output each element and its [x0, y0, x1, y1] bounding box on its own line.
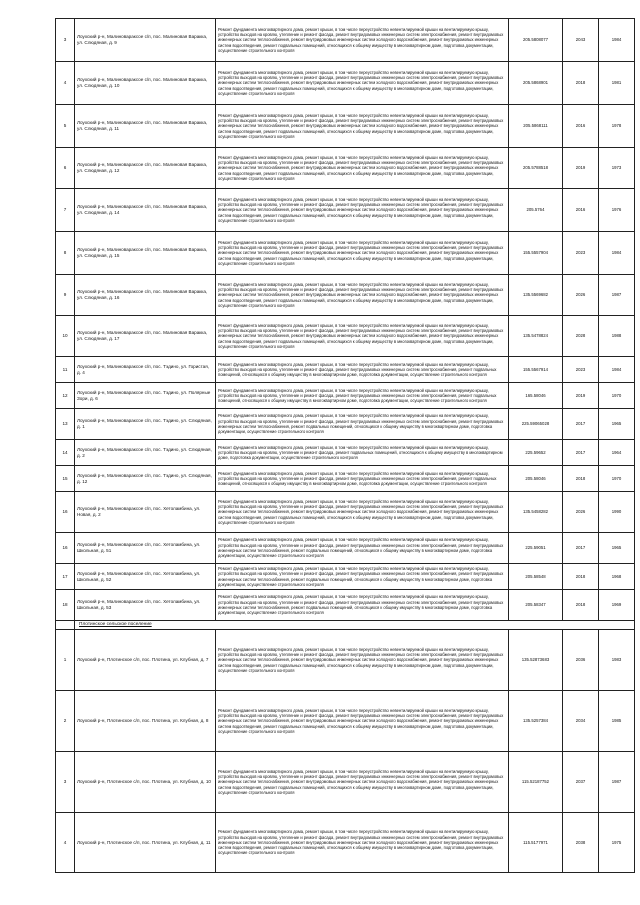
built-year-cell: 1973	[599, 148, 635, 189]
row-number: 10	[56, 316, 75, 357]
works-cell: Ремонт фундамента многоквартирного дома, ремонт крыши, в том числе переустройство невентилируемой крыши на вентилируемую крышу, устройство выходов на кровлю, утепление и ремонт фасада, ремонт внутридомовых инженерных систем электроснабжения, ремонт внутридомовых инженерных систем теплоснабжения, ремонт внутридомовых инженерных систем холодного водоснабжения, ремонт внутридомовых инженерных систем водоотведения, ремонт подвальных помещений, относящихся к общему имуществу в многоквартирном доме, подготовка документации, осуществление строительного контроля	[216, 189, 509, 232]
repair-program-table	[55, 18, 635, 873]
section-row-group	[56, 621, 635, 630]
table-row	[56, 492, 635, 533]
cost-cell: 205.5788518	[509, 148, 563, 189]
planned-year-cell: 2017	[563, 409, 599, 440]
address-cell: Лоухский р-н, Малиновараксое с/п, пос. Тэдино, ул. Слюдяная, д. 2	[75, 440, 216, 466]
table-body-malinovaraksa	[56, 19, 635, 621]
table-row	[56, 275, 635, 316]
table-row	[56, 752, 635, 813]
row-number: 16	[56, 533, 75, 564]
row-number: 18	[56, 590, 75, 621]
row-number: 13	[56, 409, 75, 440]
built-year-cell: 1990	[599, 492, 635, 533]
table-row	[56, 590, 635, 621]
works-cell: Ремонт фундамента многоквартирного дома, ремонт крыши, в том числе переустройство невентилируемой крыши на вентилируемую крышу, устройство выходов на кровлю, утепление и ремонт фасада, ремонт внутридомовых инженерных систем электроснабжения, ремонт внутридомовых инженерных систем теплоснабжения, ремонт подвальных помещений, относящихся к общему имуществу в многоквартирном доме, подготовка документации, осуществление строительного контроля	[216, 590, 509, 621]
row-number: 4	[56, 62, 75, 105]
built-year-cell: 1984	[599, 357, 635, 383]
planned-year-cell: 2023	[563, 357, 599, 383]
cost-cell: 205.58046	[509, 466, 563, 492]
planned-year-cell: 2016	[563, 189, 599, 232]
address-cell: Лоухский р-н, Малиновараксое с/п, пос. Тэдино, ул. Гористая, д. 4	[75, 357, 216, 383]
table-row	[56, 466, 635, 492]
table-row	[56, 630, 635, 691]
works-cell: Ремонт фундамента многоквартирного дома, ремонт крыши, в том числе переустройство невентилируемой крыши на вентилируемую крышу, устройство выходов на кровлю, утепление и ремонт фасада, ремонт внутридомовых инженерных систем электроснабжения, ремонт внутридомовых инженерных систем теплоснабжения, ремонт внутридомовых инженерных систем холодного водоснабжения, ремонт внутридомовых инженерных систем водоотведения, ремонт подвальных помещений, относящихся к общему имуществу в многоквартирном доме, подготовка документации, осуществление строительного контроля	[216, 752, 509, 813]
built-year-cell: 1978	[599, 105, 635, 148]
planned-year-cell: 2037	[563, 752, 599, 813]
works-cell: Ремонт фундамента многоквартирного дома, ремонт крыши, в том числе переустройство невентилируемой крыши на вентилируемую крышу, устройство выходов на кровлю, утепление и ремонт фасада, ремонт внутридомовых инженерных систем электроснабжения, ремонт внутридомовых инженерных систем теплоснабжения, ремонт внутридомовых инженерных систем холодного водоснабжения, ремонт внутридомовых инженерных систем водоотведения, ремонт подвальных помещений, относящихся к общему имуществу в многоквартирном доме, подготовка документации, осуществление строительного контроля	[216, 148, 509, 189]
built-year-cell: 1987	[599, 752, 635, 813]
works-cell: Ремонт фундамента многоквартирного дома, ремонт крыши, в том числе переустройство невентилируемой крыши на вентилируемую крышу, устройство выходов на кровлю, утепление и ремонт фасада, ремонт внутридомовых инженерных систем электроснабжения, ремонт внутридомовых инженерных систем теплоснабжения, ремонт внутридомовых инженерных систем холодного водоснабжения, ремонт внутридомовых инженерных систем водоотведения, ремонт подвальных помещений, относящихся к общему имуществу в многоквартирном доме, подготовка документации, осуществление строительного контроля	[216, 691, 509, 752]
built-year-cell: 1969	[599, 590, 635, 621]
address-cell: Лоухский р-н, Малиновараксое с/п, пос. Тэдино, ул. Слюдяная, д. 12	[75, 466, 216, 492]
works-cell: Ремонт фундамента многоквартирного дома, ремонт крыши, в том числе переустройство невентилируемой крыши на вентилируемую крышу, устройство выходов на кровлю, утепление и ремонт фасада, ремонт внутридомовых инженерных систем электроснабжения, ремонт подвальных помещений, относящихся к общему имуществу в многоквартирном доме, подготовка документации, осуществление строительного контроля	[216, 466, 509, 492]
built-year-cell: 1988	[599, 316, 635, 357]
works-cell: Ремонт фундамента многоквартирного дома, ремонт крыши, в том числе переустройство невентилируемой крыши на вентилируемую крышу, устройство выходов на кровлю, утепление и ремонт фасада, ремонт внутридомовых инженерных систем электроснабжения, ремонт внутридомовых инженерных систем теплоснабжения, ремонт внутридомовых инженерных систем холодного водоснабжения, ремонт внутридомовых инженерных систем водоотведения, ремонт подвальных помещений, относящихся к общему имуществу в многоквартирном доме, подготовка документации, осуществление строительного контроля	[216, 105, 509, 148]
planned-year-cell: 2018	[563, 590, 599, 621]
built-year-cell: 1987	[599, 275, 635, 316]
cost-cell: 155.5557904	[509, 232, 563, 275]
address-cell: Лоухский р-н, Малиновараксое с/п, пос. Малиновая Варакка, ул. Слюдяная, д. 17	[75, 316, 216, 357]
row-number: 9	[56, 275, 75, 316]
row-number: 6	[56, 148, 75, 189]
address-cell: Лоухский р-н, Малиновараксое с/п, пос. Хетоламбина, ул. Школьная, д. 51	[75, 533, 216, 564]
row-number: 4	[56, 813, 75, 873]
section-number-cell	[56, 621, 75, 630]
row-number: 11	[56, 357, 75, 383]
built-year-cell: 1968	[599, 564, 635, 590]
table-row	[56, 691, 635, 752]
built-year-cell: 1965	[599, 533, 635, 564]
row-number: 16	[56, 492, 75, 533]
cost-cell: 225.59652	[509, 440, 563, 466]
planned-year-cell: 2034	[563, 691, 599, 752]
planned-year-cell: 2038	[563, 813, 599, 873]
table-row	[56, 19, 635, 62]
address-cell: Лоухский р-н, Малиновараксое с/п, пос. Хетоламбина, ул. Школьная, д. 52	[75, 564, 216, 590]
works-cell: Ремонт фундамента многоквартирного дома, ремонт крыши, в том числе переустройство невентилируемой крыши на вентилируемую крышу, устройство выходов на кровлю, утепление и ремонт фасада, ремонт внутридомовых инженерных систем электроснабжения, ремонт внутридомовых инженерных систем теплоснабжения, ремонт подвальных помещений, относящихся к общему имуществу в многоквартирном доме, подготовка документации, осуществление строительного контроля	[216, 409, 509, 440]
planned-year-cell: 2018	[563, 466, 599, 492]
address-cell: Лоухский р-н, Плотинское с/п, пос. Плотина, ул. Клубная, д. 8	[75, 691, 216, 752]
works-cell: Ремонт фундамента многоквартирного дома, ремонт крыши, в том числе переустройство невентилируемой крыши на вентилируемую крышу, устройство выходов на кровлю, утепление и ремонт фасада, ремонт внутридомовых инженерных систем электроснабжения, ремонт внутридомовых инженерных систем теплоснабжения, ремонт внутридомовых инженерных систем холодного водоснабжения, ремонт внутридомовых инженерных систем водоотведения, ремонт подвальных помещений, относящихся к общему имуществу в многоквартирном доме, подготовка документации, осуществление строительного контроля	[216, 19, 509, 62]
address-cell: Лоухский р-н, Малиновараксое с/п, пос. Малиновая Варакка, ул. Слюдяная, д. 16	[75, 275, 216, 316]
table-row	[56, 62, 635, 105]
table-body-plotina	[56, 630, 635, 873]
row-number: 8	[56, 232, 75, 275]
works-cell: Ремонт фундамента многоквартирного дома, ремонт крыши, в том числе переустройство невентилируемой крыши на вентилируемую крышу, устройство выходов на кровлю, утепление и ремонт фасада, ремонт внутридомовых инженерных систем электроснабжения, ремонт подвальных помещений, относящихся к общему имуществу в многоквартирном доме, подготовка документации, осуществление строительного контроля	[216, 357, 509, 383]
row-number: 7	[56, 189, 75, 232]
address-cell: Лоухский р-н, Малиновараксое с/п, пос. Тэдино, ул. Полярные Зори, д. 6	[75, 383, 216, 409]
cost-cell: 205.5868111	[509, 105, 563, 148]
planned-year-cell: 2023	[563, 232, 599, 275]
works-cell: Ремонт фундамента многоквартирного дома, ремонт крыши, в том числе переустройство невентилируемой крыши на вентилируемую крышу, устройство выходов на кровлю, утепление и ремонт фасада, ремонт внутридомовых инженерных систем электроснабжения, ремонт внутридомовых инженерных систем теплоснабжения, ремонт внутридомовых инженерных систем холодного водоснабжения, ремонт внутридомовых инженерных систем водоотведения, ремонт подвальных помещений, относящихся к общему имуществу в многоквартирном доме, подготовка документации, осуществление строительного контроля	[216, 630, 509, 691]
built-year-cell: 1983	[599, 630, 635, 691]
cost-cell: 225.59065028	[509, 409, 563, 440]
section-title: Плотинское сельское поселение	[75, 621, 635, 630]
cost-cell: 205.58347	[509, 590, 563, 621]
planned-year-cell: 2017	[563, 440, 599, 466]
works-cell: Ремонт фундамента многоквартирного дома, ремонт крыши, в том числе переустройство невентилируемой крыши на вентилируемую крышу, устройство выходов на кровлю, утепление и ремонт фасада, ремонт внутридомовых инженерных систем электроснабжения, ремонт внутридомовых инженерных систем теплоснабжения, ремонт внутридомовых инженерных систем холодного водоснабжения, ремонт внутридомовых инженерных систем водоотведения, ремонт подвальных помещений, относящихся к общему имуществу в многоквартирном доме, подготовка документации, осуществление строительного контроля	[216, 813, 509, 873]
cost-cell: 115.5177971	[509, 813, 563, 873]
works-cell: Ремонт фундамента многоквартирного дома, ремонт крыши, в том числе переустройство невентилируемой крыши на вентилируемую крышу, устройство выходов на кровлю, утепление и ремонт фасада, ремонт подвальных помещений, относящихся к общему имуществу в многоквартирном доме, подготовка документации, осуществление строительного контроля	[216, 440, 509, 466]
table-row	[56, 533, 635, 564]
built-year-cell: 1975	[599, 813, 635, 873]
built-year-cell: 1984	[599, 232, 635, 275]
address-cell: Лоухский р-н, Малиновараксое с/п, пос. Хетоламбина, ул. Школьная, д. 53	[75, 590, 216, 621]
planned-year-cell: 2018	[563, 62, 599, 105]
cost-cell: 155.5567914	[509, 357, 563, 383]
row-number: 14	[56, 440, 75, 466]
table-row	[56, 357, 635, 383]
planned-year-cell: 2028	[563, 316, 599, 357]
built-year-cell: 1970	[599, 383, 635, 409]
address-cell: Лоухский р-н, Плотинское с/п, пос. Плотина, ул. Клубная, д. 7	[75, 630, 216, 691]
built-year-cell: 1984	[599, 19, 635, 62]
address-cell: Лоухский р-н, Малиновараксое с/п, пос. Малиновая Варакка, ул. Слюдяная, д. 9	[75, 19, 216, 62]
works-cell: Ремонт фундамента многоквартирного дома, ремонт крыши, в том числе переустройство невентилируемой крыши на вентилируемую крышу, устройство выходов на кровлю, утепление и ремонт фасада, ремонт внутридомовых инженерных систем электроснабжения, ремонт внутридомовых инженерных систем теплоснабжения, ремонт внутридомовых инженерных систем холодного водоснабжения, ремонт внутридомовых инженерных систем водоотведения, ремонт подвальных помещений, относящихся к общему имуществу в многоквартирном доме, подготовка документации, осуществление строительного контроля	[216, 275, 509, 316]
address-cell: Лоухский р-н, Малиновараксое с/п, пос. Малиновая Варакка, ул. Слюдяная, д. 10	[75, 62, 216, 105]
row-number: 3	[56, 752, 75, 813]
planned-year-cell: 2036	[563, 630, 599, 691]
cost-cell: 205.58548	[509, 564, 563, 590]
works-cell: Ремонт фундамента многоквартирного дома, ремонт крыши, в том числе переустройство невентилируемой крыши на вентилируемую крышу, устройство выходов на кровлю, утепление и ремонт фасада, ремонт внутридомовых инженерных систем электроснабжения, ремонт подвальных помещений, относящихся к общему имуществу в многоквартирном доме, подготовка документации, осуществление строительного контроля	[216, 383, 509, 409]
address-cell: Лоухский р-н, Малиновараксое с/п, пос. Малиновая Варакка, ул. Слюдяная, д. 14	[75, 189, 216, 232]
address-cell: Лоухский р-н, Плотинское с/п, пос. Плотина, ул. Клубная, д. 11	[75, 813, 216, 873]
cost-cell: 135.5478824	[509, 316, 563, 357]
built-year-cell: 1981	[599, 62, 635, 105]
address-cell: Лоухский р-н, Малиновараксое с/п, пос. Хетоламбина, ул. Новая, д. 2	[75, 492, 216, 533]
address-cell: Лоухский р-н, Малиновараксое с/п, пос. Тэдино, ул. Слюдяная, д. 1	[75, 409, 216, 440]
table-row	[56, 316, 635, 357]
works-cell: Ремонт фундамента многоквартирного дома, ремонт крыши, в том числе переустройство невентилируемой крыши на вентилируемую крышу, устройство выходов на кровлю, утепление и ремонт фасада, ремонт внутридомовых инженерных систем электроснабжения, ремонт внутридомовых инженерных систем теплоснабжения, ремонт подвальных помещений, относящихся к общему имуществу в многоквартирном доме, подготовка документации, осуществление строительного контроля	[216, 564, 509, 590]
cost-cell: 205.5868901	[509, 62, 563, 105]
table-row	[56, 564, 635, 590]
row-number: 17	[56, 564, 75, 590]
address-cell: Лоухский р-н, Малиновараксое с/п, пос. Малиновая Варакка, ул. Слюдяная, д. 11	[75, 105, 216, 148]
cost-cell: 135.5257384	[509, 691, 563, 752]
works-cell: Ремонт фундамента многоквартирного дома, ремонт крыши, в том числе переустройство невентилируемой крыши на вентилируемую крышу, устройство выходов на кровлю, утепление и ремонт фасада, ремонт внутридомовых инженерных систем электроснабжения, ремонт внутридомовых инженерных систем теплоснабжения, ремонт внутридомовых инженерных систем холодного водоснабжения, ремонт внутридомовых инженерных систем водоотведения, ремонт подвальных помещений, относящихся к общему имуществу в многоквартирном доме, подготовка документации, осуществление строительного контроля	[216, 316, 509, 357]
section-row	[56, 621, 635, 630]
planned-year-cell: 2019	[563, 148, 599, 189]
table-row	[56, 232, 635, 275]
table-row	[56, 148, 635, 189]
cost-cell: 135.5458282	[509, 492, 563, 533]
planned-year-cell: 2019	[563, 383, 599, 409]
planned-year-cell: 2018	[563, 564, 599, 590]
row-number: 1	[56, 630, 75, 691]
row-number: 5	[56, 105, 75, 148]
cost-cell: 165.58046	[509, 383, 563, 409]
row-number: 2	[56, 691, 75, 752]
built-year-cell: 1970	[599, 466, 635, 492]
works-cell: Ремонт фундамента многоквартирного дома, ремонт крыши, в том числе переустройство невентилируемой крыши на вентилируемую крышу, устройство выходов на кровлю, утепление и ремонт фасада, ремонт внутридомовых инженерных систем электроснабжения, ремонт внутридомовых инженерных систем теплоснабжения, ремонт внутридомовых инженерных систем холодного водоснабжения, ремонт внутридомовых инженерных систем водоотведения, ремонт подвальных помещений, относящихся к общему имуществу в многоквартирном доме, подготовка документации, осуществление строительного контроля	[216, 492, 509, 533]
address-cell: Лоухский р-н, Малиновараксое с/п, пос. Малиновая Варакка, ул. Слюдяная, д. 12	[75, 148, 216, 189]
cost-cell: 115.52187752	[509, 752, 563, 813]
built-year-cell: 1965	[599, 409, 635, 440]
planned-year-cell: 2043	[563, 19, 599, 62]
built-year-cell: 1976	[599, 189, 635, 232]
table-row	[56, 440, 635, 466]
works-cell: Ремонт фундамента многоквартирного дома, ремонт крыши, в том числе переустройство невентилируемой крыши на вентилируемую крышу, устройство выходов на кровлю, утепление и ремонт фасада, ремонт внутридомовых инженерных систем электроснабжения, ремонт внутридомовых инженерных систем теплоснабжения, ремонт внутридомовых инженерных систем холодного водоснабжения, ремонт внутридомовых инженерных систем водоотведения, ремонт подвальных помещений, относящихся к общему имуществу в многоквартирном доме, подготовка документации, осуществление строительного контроля	[216, 232, 509, 275]
row-number: 3	[56, 19, 75, 62]
cost-cell: 205.5808077	[509, 19, 563, 62]
cost-cell: 225.59051	[509, 533, 563, 564]
table-row	[56, 105, 635, 148]
row-number: 15	[56, 466, 75, 492]
document-sheet	[55, 18, 622, 873]
cost-cell: 135.52873683	[509, 630, 563, 691]
built-year-cell: 1964	[599, 440, 635, 466]
address-cell: Лоухский р-н, Малиновараксое с/п, пос. Малиновая Варакка, ул. Слюдяная, д. 15	[75, 232, 216, 275]
planned-year-cell: 2026	[563, 492, 599, 533]
works-cell: Ремонт фундамента многоквартирного дома, ремонт крыши, в том числе переустройство невентилируемой крыши на вентилируемую крышу, устройство выходов на кровлю, утепление и ремонт фасада, ремонт внутридомовых инженерных систем электроснабжения, ремонт внутридомовых инженерных систем теплоснабжения, ремонт подвальных помещений, относящихся к общему имуществу в многоквартирном доме, подготовка документации, осуществление строительного контроля	[216, 533, 509, 564]
planned-year-cell: 2017	[563, 533, 599, 564]
works-cell: Ремонт фундамента многоквартирного дома, ремонт крыши, в том числе переустройство невентилируемой крыши на вентилируемую крышу, устройство выходов на кровлю, утепление и ремонт фасада, ремонт внутридомовых инженерных систем электроснабжения, ремонт внутридомовых инженерных систем теплоснабжения, ремонт внутридомовых инженерных систем холодного водоснабжения, ремонт внутридомовых инженерных систем водоотведения, ремонт подвальных помещений, относящихся к общему имуществу в многоквартирном доме, подготовка документации, осуществление строительного контроля	[216, 62, 509, 105]
planned-year-cell: 2026	[563, 275, 599, 316]
address-cell: Лоухский р-н, Плотинское с/п, пос. Плотина, ул. Клубная, д. 10	[75, 752, 216, 813]
planned-year-cell: 2016	[563, 105, 599, 148]
cost-cell: 135.5569682	[509, 275, 563, 316]
table-row	[56, 813, 635, 873]
cost-cell: 205.5764	[509, 189, 563, 232]
built-year-cell: 1985	[599, 691, 635, 752]
table-row	[56, 383, 635, 409]
table-row	[56, 409, 635, 440]
table-row	[56, 189, 635, 232]
row-number: 12	[56, 383, 75, 409]
